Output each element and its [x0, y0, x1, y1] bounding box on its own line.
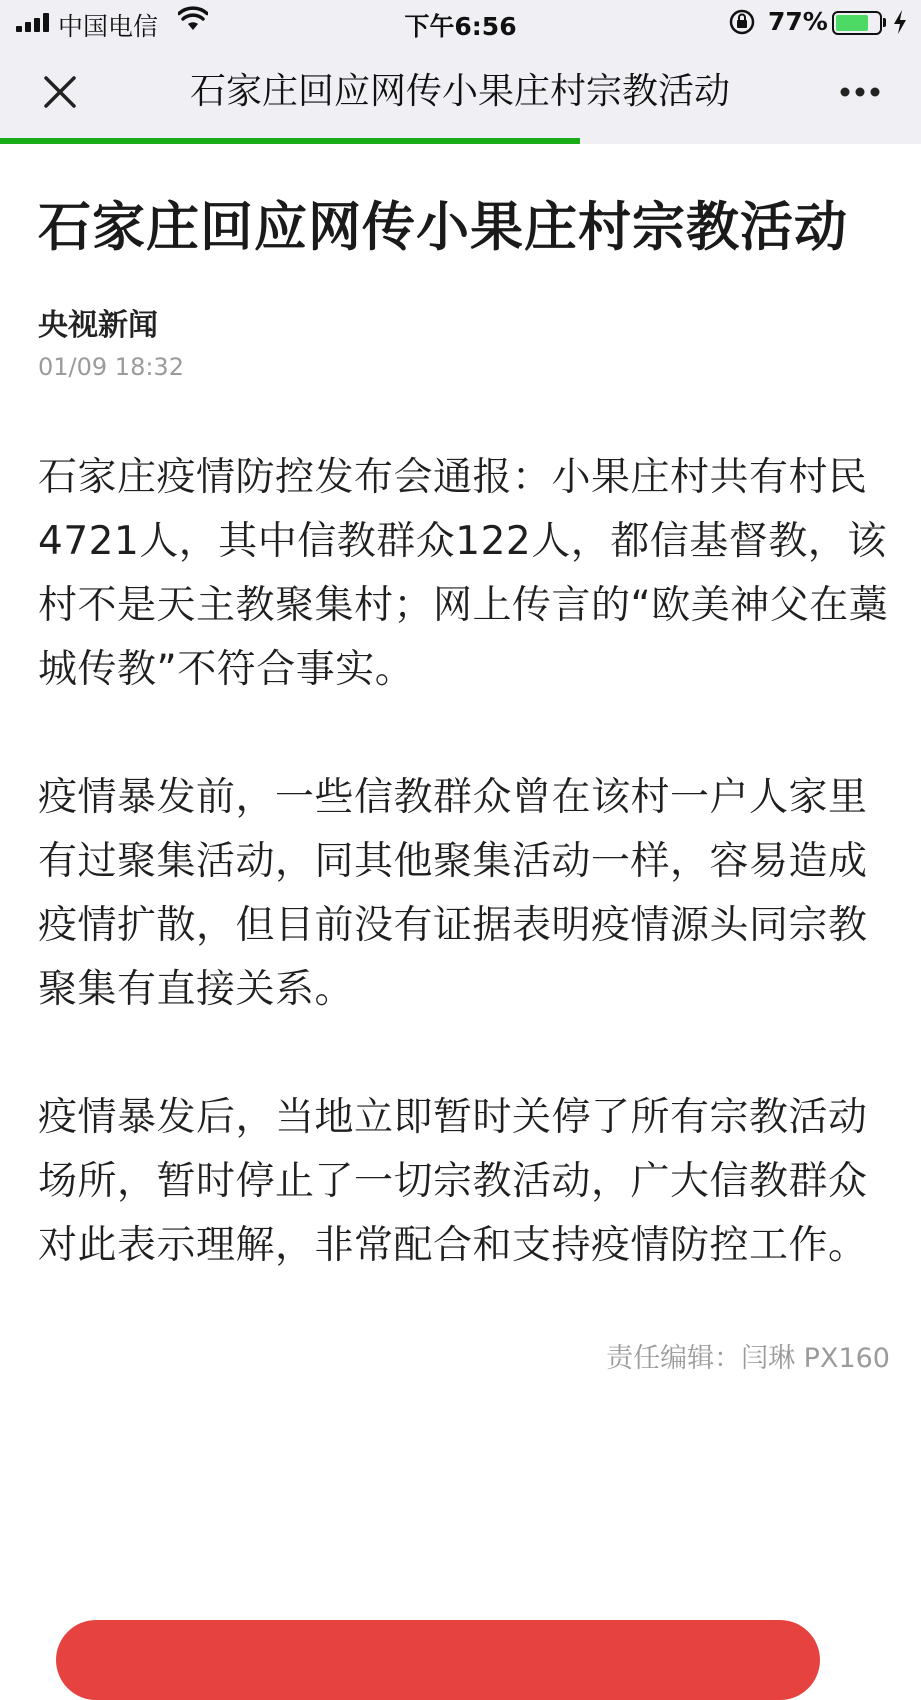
article-paragraph: 石家庄疫情防控发布会通报：小果庄村共有村民4721人，其中信教群众122人，都信基督教，该村不是天主教聚集村；网上传言的“欧美神父在藁城传教”不符合事实。: [38, 455, 889, 692]
article-headline: 石家庄回应网传小果庄村宗教活动: [38, 197, 848, 258]
article-timestamp: 01/09 18:32: [38, 353, 184, 381]
article: [38, 150, 890, 1378]
more-icon: [840, 87, 880, 97]
bottom-action-button[interactable]: [56, 1620, 820, 1700]
battery-percent: 77%: [768, 7, 828, 36]
navigation-bar: [0, 46, 921, 138]
battery-cap: [883, 18, 886, 27]
status-bar: [0, 0, 921, 46]
article-editor-credit: 责任编辑：闫琳 PX160: [606, 1343, 890, 1374]
page-load-progress: [0, 138, 921, 144]
close-icon: [43, 75, 77, 109]
article-source[interactable]: 央视新闻: [38, 308, 158, 343]
more-button[interactable]: [820, 60, 900, 124]
page-load-progress-fill: [0, 138, 580, 144]
battery-level-fill: [836, 15, 868, 31]
nav-title: 石家庄回应网传小果庄村宗教活动: [190, 71, 731, 112]
carrier-name: 中国电信: [58, 12, 159, 41]
article-paragraph: 疫情暴发后，当地立即暂时关停了所有宗教活动场所，暂时停止了一切宗教活动，广大信教群众对此表示理解，非常配合和支持疫情防控工作。: [38, 1095, 868, 1268]
article-paragraph: 疫情暴发前，一些信教群众曾在该村一户人家里有过聚集活动，同其他聚集活动一样，容易造成疫情扩散，但目前没有证据表明疫情源头同宗教聚集有直接关系。: [38, 775, 868, 1012]
close-button[interactable]: [28, 60, 92, 124]
rotation-lock-icon: [728, 8, 756, 42]
status-time: 下午6:56: [404, 12, 517, 41]
charging-icon: [892, 9, 908, 41]
battery-icon: [832, 11, 882, 35]
